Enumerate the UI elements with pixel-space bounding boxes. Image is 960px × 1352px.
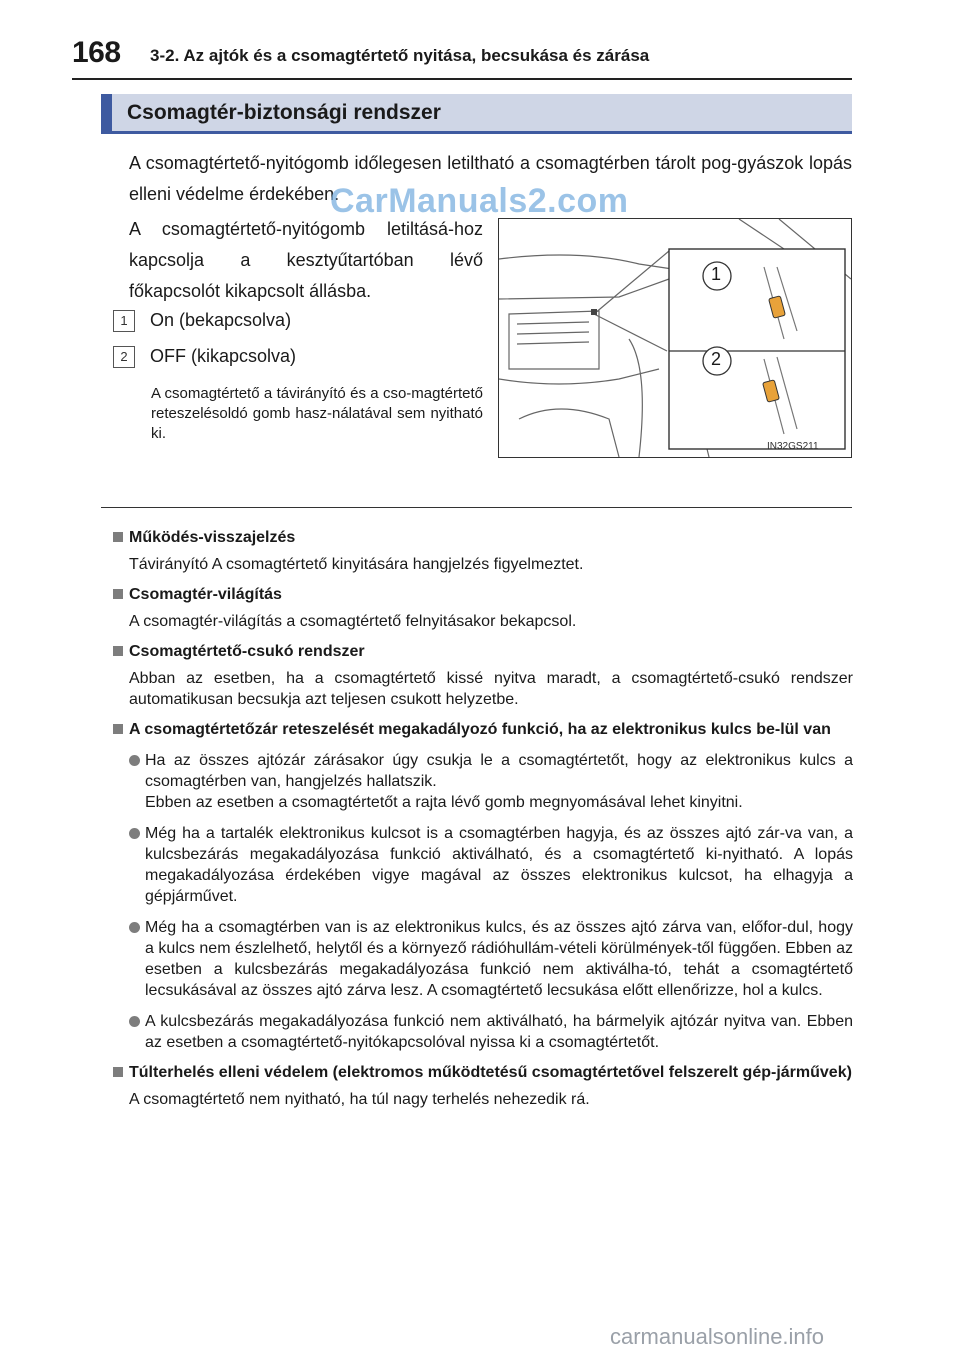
intro-text: A csomagtértető-nyitógomb időlegesen letiltható a csomagtérben tárolt pog-gyászok lopás elleni védelme érdekében.	[129, 153, 852, 204]
section-rule	[101, 507, 852, 508]
watermark-text: CarManuals2.com	[330, 182, 629, 220]
circle-bullet-icon	[129, 828, 140, 839]
note-text: A csomagtér-világítás a csomagtértető felnyitásakor bekapcsol.	[129, 613, 577, 630]
square-bullet-icon	[113, 532, 123, 542]
bullet-item: Még ha a csomagtérben van is az elektronikus kulcs, és az összes ajtó zárva van, előfor-dul, hogy a kulcs nem észlelhető, helytől és a környező rádióhullám-vételi körülmények-től függően. Ebben az esetben a kulcsbezárás megakadályozása funkció nem aktiválha-tó, tehát a csomagtértető lecsukásával az összes ajtó zárva lesz. A csomagtértető lecsukása előtt ellenőrizze, hol a kulcs.	[113, 917, 853, 1001]
note-text: Távirányító A csomagtértető kinyitására hangjelzés figyelmeztet.	[129, 556, 584, 573]
square-bullet-icon	[113, 724, 123, 734]
square-bullet-icon	[113, 646, 123, 656]
section-title: Csomagtér-biztonsági rendszer	[127, 101, 441, 124]
bullet-item: Ha az összes ajtózár zárásakor úgy csukja le a csomagtértetőt, hogy az elektronikus kulcs a csomagtérben van, hangjelzés hallatszik. Ebben az esetben a csomagtértetőt a rajta lévő gomb megnyomásával lehet kinyitni.	[113, 750, 853, 813]
figure-code: IN32GS211	[767, 441, 819, 452]
item-off	[113, 346, 296, 368]
circle-bullet-icon	[129, 1016, 140, 1027]
item-number-box: 1	[113, 310, 135, 332]
note-heading: Csomagtértető-csukó rendszer	[113, 641, 853, 662]
figure-illustration	[498, 218, 852, 458]
small-note: A csomagtértető a távirányító és a cso-magtértető reteszelésoldó gomb hasz-nálatával sem nyitható ki.	[151, 385, 483, 442]
dashboard-drawing	[499, 219, 851, 457]
square-bullet-icon	[113, 589, 123, 599]
bullet-item: Még ha a tartalék elektronikus kulcsot is a csomagtérben hagyja, és az összes ajtó zár-va van, a kulcsbezárás megakadályozása funkció aktiválható, és a csomagtértető ki-nyitható. A lopás megakadályozása érdekében vigye magával az összes elektronikus kulcsot, ha elhagyja a gépjárművet.	[113, 823, 853, 907]
section-header	[101, 94, 852, 134]
bullet-item: A kulcsbezárás megakadályozása funkció nem aktiválható, ha bármelyik ajtózár nyitva van. Ebben az esetben a csomagtértető-nyitókapcsolóval nyissa ki a csomagtértetőt.	[113, 1011, 853, 1053]
circle-bullet-icon	[129, 755, 140, 766]
note-heading: Működés-visszajelzés	[113, 527, 853, 548]
item-number-box: 2	[113, 346, 135, 368]
note-heading: A csomagtértetőzár reteszelését megakadályozó funkció, ha az elektronikus kulcs be-lül van	[113, 719, 853, 740]
section-accent	[101, 94, 112, 131]
callout-1: 1	[711, 264, 722, 284]
item-label: On (bekapcsolva)	[150, 310, 292, 330]
square-bullet-icon	[113, 1067, 123, 1077]
note-text: Abban az esetben, ha a csomagtértető kissé nyitva maradt, a csomagtértető-csukó rendszer automatikusan becsukja azt teljesen csukott helyzetbe.	[129, 670, 853, 708]
callout-2: 2	[711, 349, 722, 369]
item-label: OFF (kikapcsolva)	[150, 346, 297, 366]
inset-box	[669, 249, 845, 449]
note-text: A csomagtértető nem nyitható, ha túl nagy terhelés nehezedik rá.	[129, 1091, 590, 1108]
note-heading: Túlterhelés elleni védelem (elektromos működtetésű csomagtértetővel felszerelt gép-járművek)	[113, 1062, 853, 1083]
header-rule	[72, 78, 852, 80]
item-on	[113, 310, 291, 332]
note-heading: Csomagtér-világítás	[113, 584, 853, 605]
footer-watermark: carmanualsonline.info	[610, 1324, 825, 1349]
notes-content	[113, 518, 853, 1110]
instruction-text: A csomagtértető-nyitógomb letiltásá-hoz kapcsolja a kesztyűtartóban lévő főkapcsolót kikapcsolt állásba.	[129, 219, 483, 301]
running-head: 3-2. Az ajtók és a csomagtértető nyitása, becsukása és zárása	[150, 46, 650, 65]
circle-bullet-icon	[129, 922, 140, 933]
page-number: 168	[72, 36, 121, 69]
